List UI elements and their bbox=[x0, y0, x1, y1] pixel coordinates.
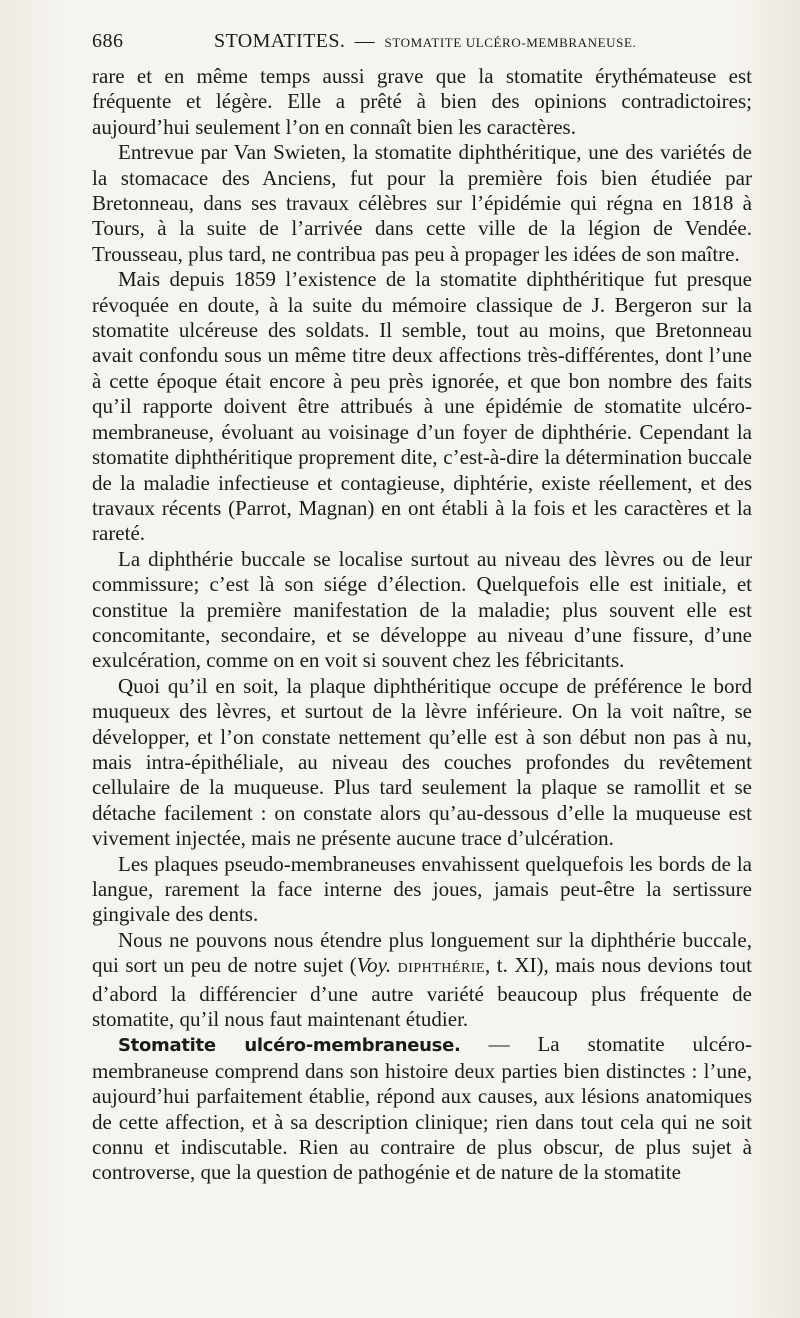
paragraph-2: Entrevue par Van Swieten, la stomatite diphthéritique, une des variétés de la stomacace des Anciens, fut pour la première fois bien étudiée par Bretonneau, dans ses travaux célèbres sur l’épidémie qui régna en 1818 à Tours, à la suite de l’arrivée dans cette ville de la légion de Vendée. Trousseau, plus tard, ne contribua pas peu à propager les idées de son maître. bbox=[92, 140, 752, 266]
paragraph-3: Mais depuis 1859 l’existence de la stomatite diphthéritique fut presque révoquée en doute, à la suite du mémoire classique de J. Bergeron sur la stomatite ulcéreuse des soldats. Il semble, tout au moins, que Bretonneau avait confondu sous un même titre deux affections très-différentes, dont l’une à cette époque était encore à peu près ignorée, et que bon nombre des faits qu’il rapporte doivent être attribués à une épidémie de stomatite ulcéro-membraneuse, évoluant au voisinage d’un foyer de diphthérie. Cependant la stomatite diphthéritique proprement dite, c’est-à-dire la détermination buccale de la maladie infectieuse et contagieuse, diphtérie, existe réellement, et des travaux récents (Parrot, Magnan) en ont établi à la fois et les caractères et la rareté. bbox=[92, 267, 752, 546]
running-title-minor: STOMATITE ULCÉRO-MEMBRANEUSE. bbox=[384, 35, 637, 50]
running-title-major: STOMATITES. bbox=[214, 30, 346, 52]
section-heading: Stomatite ulcéro-membraneuse. bbox=[118, 1035, 461, 1057]
body-text bbox=[92, 64, 752, 1186]
running-title-dash: — bbox=[354, 30, 376, 52]
paragraph-5: Quoi qu’il en soit, la plaque diphthéritique occupe de préférence le bord muqueux des lèvres, et surtout de la lèvre inférieure. On la voit naître, se développer, et l’on constate nettement qu’elle est à son début non pas à nu, mais intra-épithéliale, au niveau des couches profondes du revêtement cellulaire de la muqueuse. Plus tard seulement la plaque se ramollit et se détache facilement : on constate alors qu’au-dessous d’elle la muqueuse est vivement injectée, mais ne présente aucune trace d’ulcération. bbox=[92, 673, 752, 851]
paragraph-8-text: — La stomatite ulcéro-membraneuse comprend dans son histoire deux parties bien distinctes : l’une, aujourd’hui parfaitement établie, répond aux causes, aux lésions anatomiques de cette affection, et à sa description clinique; rien dans tout cela qui ne soit connu et indiscutable. Rien au contraire de plus obscur, de plus sujet à controverse, que la question de pathogénie et de nature de la stomatite bbox=[92, 1032, 752, 1185]
paragraph-8 bbox=[92, 1032, 752, 1185]
paragraph-4: La diphthérie buccale se localise surtout au niveau des lèvres ou de leur commissure; c’est là son siége d’élection. Quelquefois elle est initiale, et constitue la première manifestation de la maladie; plus souvent elle est concomitante, secondaire, et se développe au niveau d’une fissure, d’une exulcération, comme on en voit si souvent chez les fébricitants. bbox=[92, 546, 752, 673]
running-header bbox=[92, 30, 752, 58]
paragraph-7-text-before: Nous ne pouvons nous étendre plus longuement sur la diphthérie buccale, qui sort un peu de notre sujet ( bbox=[92, 927, 752, 978]
paragraph-1: rare et en même temps aussi grave que la stomatite érythémateuse est fréquente et légère. Elle a prêté à bien des opinions contradictoires; aujourd’hui seulement l’on en connaît bien les caractères. bbox=[92, 64, 752, 139]
running-title bbox=[214, 30, 636, 53]
paragraph-7-text-after: , t. XI), mais nous devions tout d’abord la différencier d’une autre variété beaucoup plus fréquente de stomatite, qu’il nous faut maintenant étudier. bbox=[92, 953, 752, 1032]
paragraph-6: Les plaques pseudo-membraneuses envahissent quelquefois les bords de la langue, rarement la face interne des joues, jamais peut-être la sertissure gingivale des dents. bbox=[92, 851, 752, 927]
diphtherie-reference: DIPHTHÉRIE bbox=[397, 961, 486, 977]
page-number: 686 bbox=[92, 30, 124, 52]
paragraph-7 bbox=[92, 928, 752, 1033]
voy-reference: Voy. bbox=[356, 953, 392, 978]
